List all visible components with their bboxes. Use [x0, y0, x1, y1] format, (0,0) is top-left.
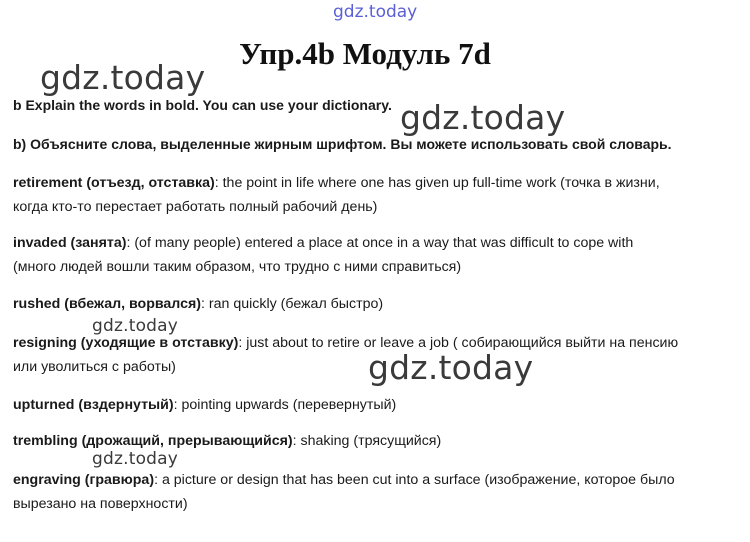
watermark-middle-left: gdz.today [92, 316, 179, 336]
entry-invaded-continuation: (много людей вошли таким образом, что трудно с ними справиться) [13, 259, 462, 275]
instruction-russian: b) Объясните слова, выделенные жирным шрифтом. Вы можете использовать свой словарь. [13, 136, 672, 152]
entry-term: invaded (занята) [13, 235, 127, 251]
entry-definition: : ran quickly (бежал быстро) [201, 296, 384, 312]
watermark-top: gdz.today [333, 2, 418, 22]
entry-retirement [13, 171, 738, 195]
instruction-english: b Explain the words in bold. You can use your dictionary. [13, 97, 392, 113]
entry-engraving [13, 468, 738, 492]
entry-term: retirement (отъезд, отставка) [13, 175, 215, 191]
entry-definition: : pointing upwards (перевернутый) [173, 397, 397, 413]
page-title: Упр.4b Модуль 7d [239, 36, 491, 71]
entry-term: rushed (вбежал, ворвался) [13, 296, 201, 312]
watermark-middle-right: gdz.today [368, 348, 534, 387]
entry-trembling [13, 429, 738, 453]
watermark-upper-left: gdz.today [40, 58, 206, 97]
entry-engraving-continuation: вырезано на поверхности) [13, 496, 188, 512]
entry-term: trembling (дрожащий, прерывающийся) [13, 433, 293, 449]
entry-upturned [13, 393, 738, 417]
entry-term: upturned (вздернутый) [13, 397, 174, 413]
entry-rushed [13, 292, 738, 316]
entry-term: resigning (уходящие в отставку) [13, 335, 239, 351]
watermark-upper-right: gdz.today [400, 98, 566, 137]
watermark-lower-left: gdz.today [92, 449, 179, 469]
entry-invaded [13, 231, 738, 255]
entry-definition: : just about to retire or leave a job ( собирающийся выйти на пенсию [238, 335, 679, 351]
entry-definition: : shaking (трясущийся) [292, 433, 442, 449]
entry-definition: : (of many people) entered a place at once in a way that was difficult to cope with [126, 235, 634, 251]
entry-definition: : a picture or design that has been cut into a surface (изображение, которое было [154, 472, 675, 488]
entry-term: engraving (гравюра) [13, 472, 155, 488]
entry-retirement-continuation: когда кто-то перестает работать полный рабочий день) [13, 199, 378, 215]
entry-resigning-continuation: или уволиться с работы) [13, 359, 176, 375]
entry-resigning [13, 331, 738, 355]
entry-definition: : the point in life where one has given up full-time work (точка в жизни, [214, 175, 660, 191]
